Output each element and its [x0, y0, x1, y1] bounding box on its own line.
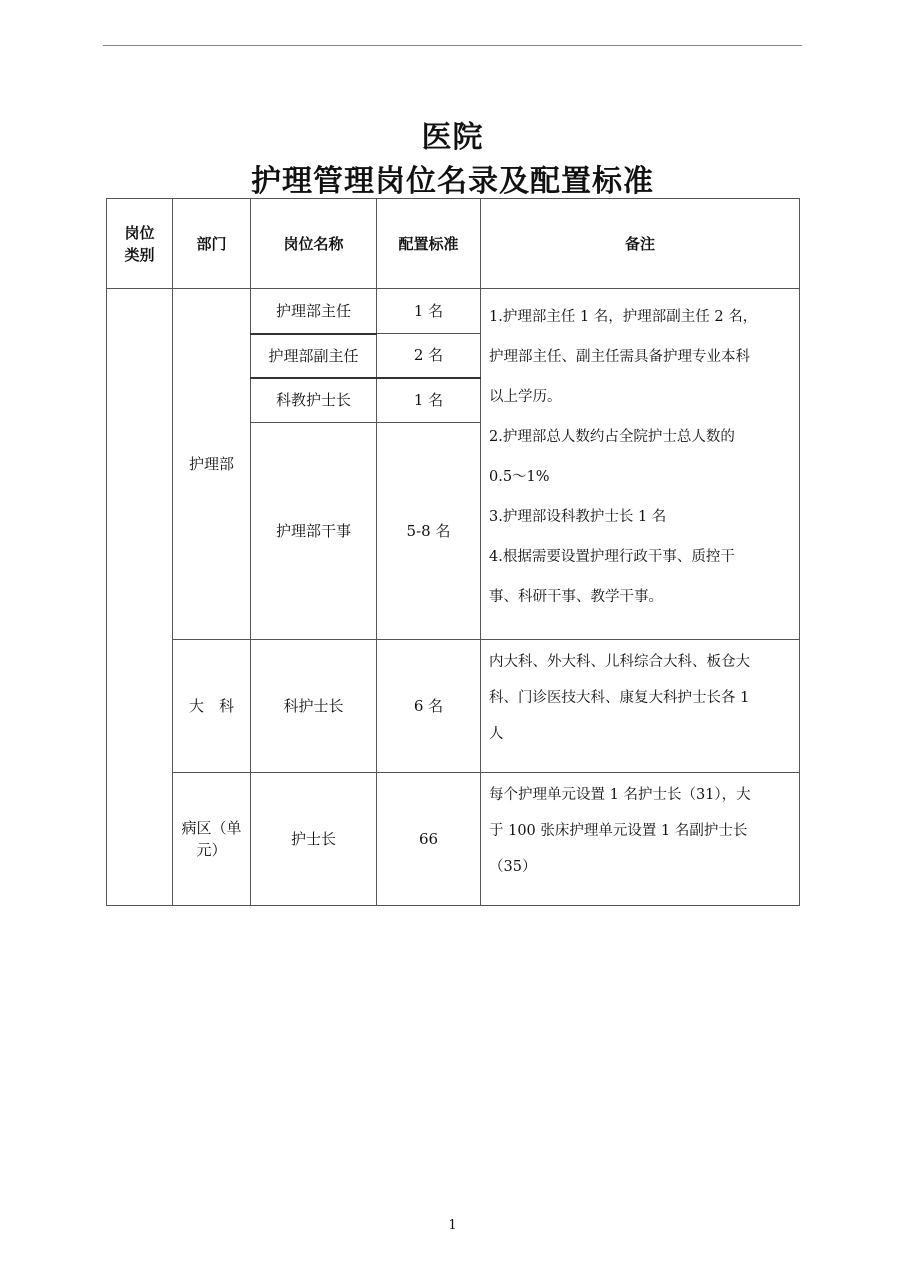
title-hospital: 医院 — [421, 120, 484, 155]
remark-line: 以上学历。 — [489, 389, 562, 405]
remark-line: 3.护理部设科教护士长 1 名 — [489, 509, 667, 525]
header-position: 岗位名称 — [251, 199, 377, 289]
standard-cell: 1 名 — [377, 378, 481, 423]
remark-line: 科、门诊医技大科、康复大科护士长各 1 — [489, 690, 750, 706]
standard-cell: 6 名 — [377, 640, 481, 773]
remarks-ward — [481, 773, 800, 906]
category-cell — [107, 289, 173, 906]
header-standard: 配置标准 — [377, 199, 481, 289]
remark-line: 人 — [489, 726, 504, 742]
ward-name-line2: 元） — [196, 841, 227, 859]
standard-cell: 2 名 — [377, 334, 481, 378]
table-row — [107, 289, 800, 334]
header-category — [107, 199, 173, 289]
staffing-table — [106, 198, 800, 906]
remarks-nursing — [481, 289, 800, 640]
header-rule — [103, 45, 802, 46]
position-cell: 科护士长 — [251, 640, 377, 773]
page-number: 1 — [448, 1218, 457, 1233]
header-category-line2: 类别 — [124, 245, 155, 264]
remark-line: 2.护理部总人数约占全院护士总人数的 — [489, 429, 735, 445]
ward-name-line1: 病区（单 — [181, 819, 242, 837]
header-category-line1: 岗位 — [124, 223, 155, 242]
remark-line: 护理部主任、副主任需具备护理专业本科 — [489, 349, 750, 365]
remark-line: 1.护理部主任 1 名，护理部副主任 2 名， — [489, 309, 758, 325]
remark-line: 内大科、外大科、儿科综合大科、板仓大 — [489, 654, 750, 670]
department-nursing: 护理部 — [173, 289, 251, 640]
header-remarks: 备注 — [481, 199, 800, 289]
remark-line: 4.根据需要设置护理行政干事、质控干 — [489, 549, 735, 565]
table-header-row — [107, 199, 800, 289]
remark-line: 事、科研干事、教学干事。 — [489, 589, 663, 605]
remark-line: 0.5～1% — [489, 469, 550, 485]
position-cell: 护理部干事 — [251, 423, 377, 640]
department-ward — [173, 773, 251, 906]
remark-line: 每个护理单元设置 1 名护士长（31），大 — [489, 787, 751, 803]
department-major: 大 科 — [173, 640, 251, 773]
standard-cell: 1 名 — [377, 289, 481, 334]
table-row — [107, 773, 800, 906]
standard-cell: 5-8 名 — [377, 423, 481, 640]
header-department: 部门 — [173, 199, 251, 289]
position-cell: 护理部副主任 — [251, 334, 377, 378]
page-title: 护理管理岗位名录及配置标准 — [251, 164, 654, 199]
remark-line: 于 100 张床护理单元设置 1 名副护士长 — [489, 823, 748, 839]
table-row — [107, 640, 800, 773]
remark-line: （35） — [489, 859, 537, 875]
position-cell: 护士长 — [251, 773, 377, 906]
position-cell: 科教护士长 — [251, 378, 377, 423]
standard-cell: 66 — [377, 773, 481, 906]
position-cell: 护理部主任 — [251, 289, 377, 334]
remarks-major — [481, 640, 800, 773]
